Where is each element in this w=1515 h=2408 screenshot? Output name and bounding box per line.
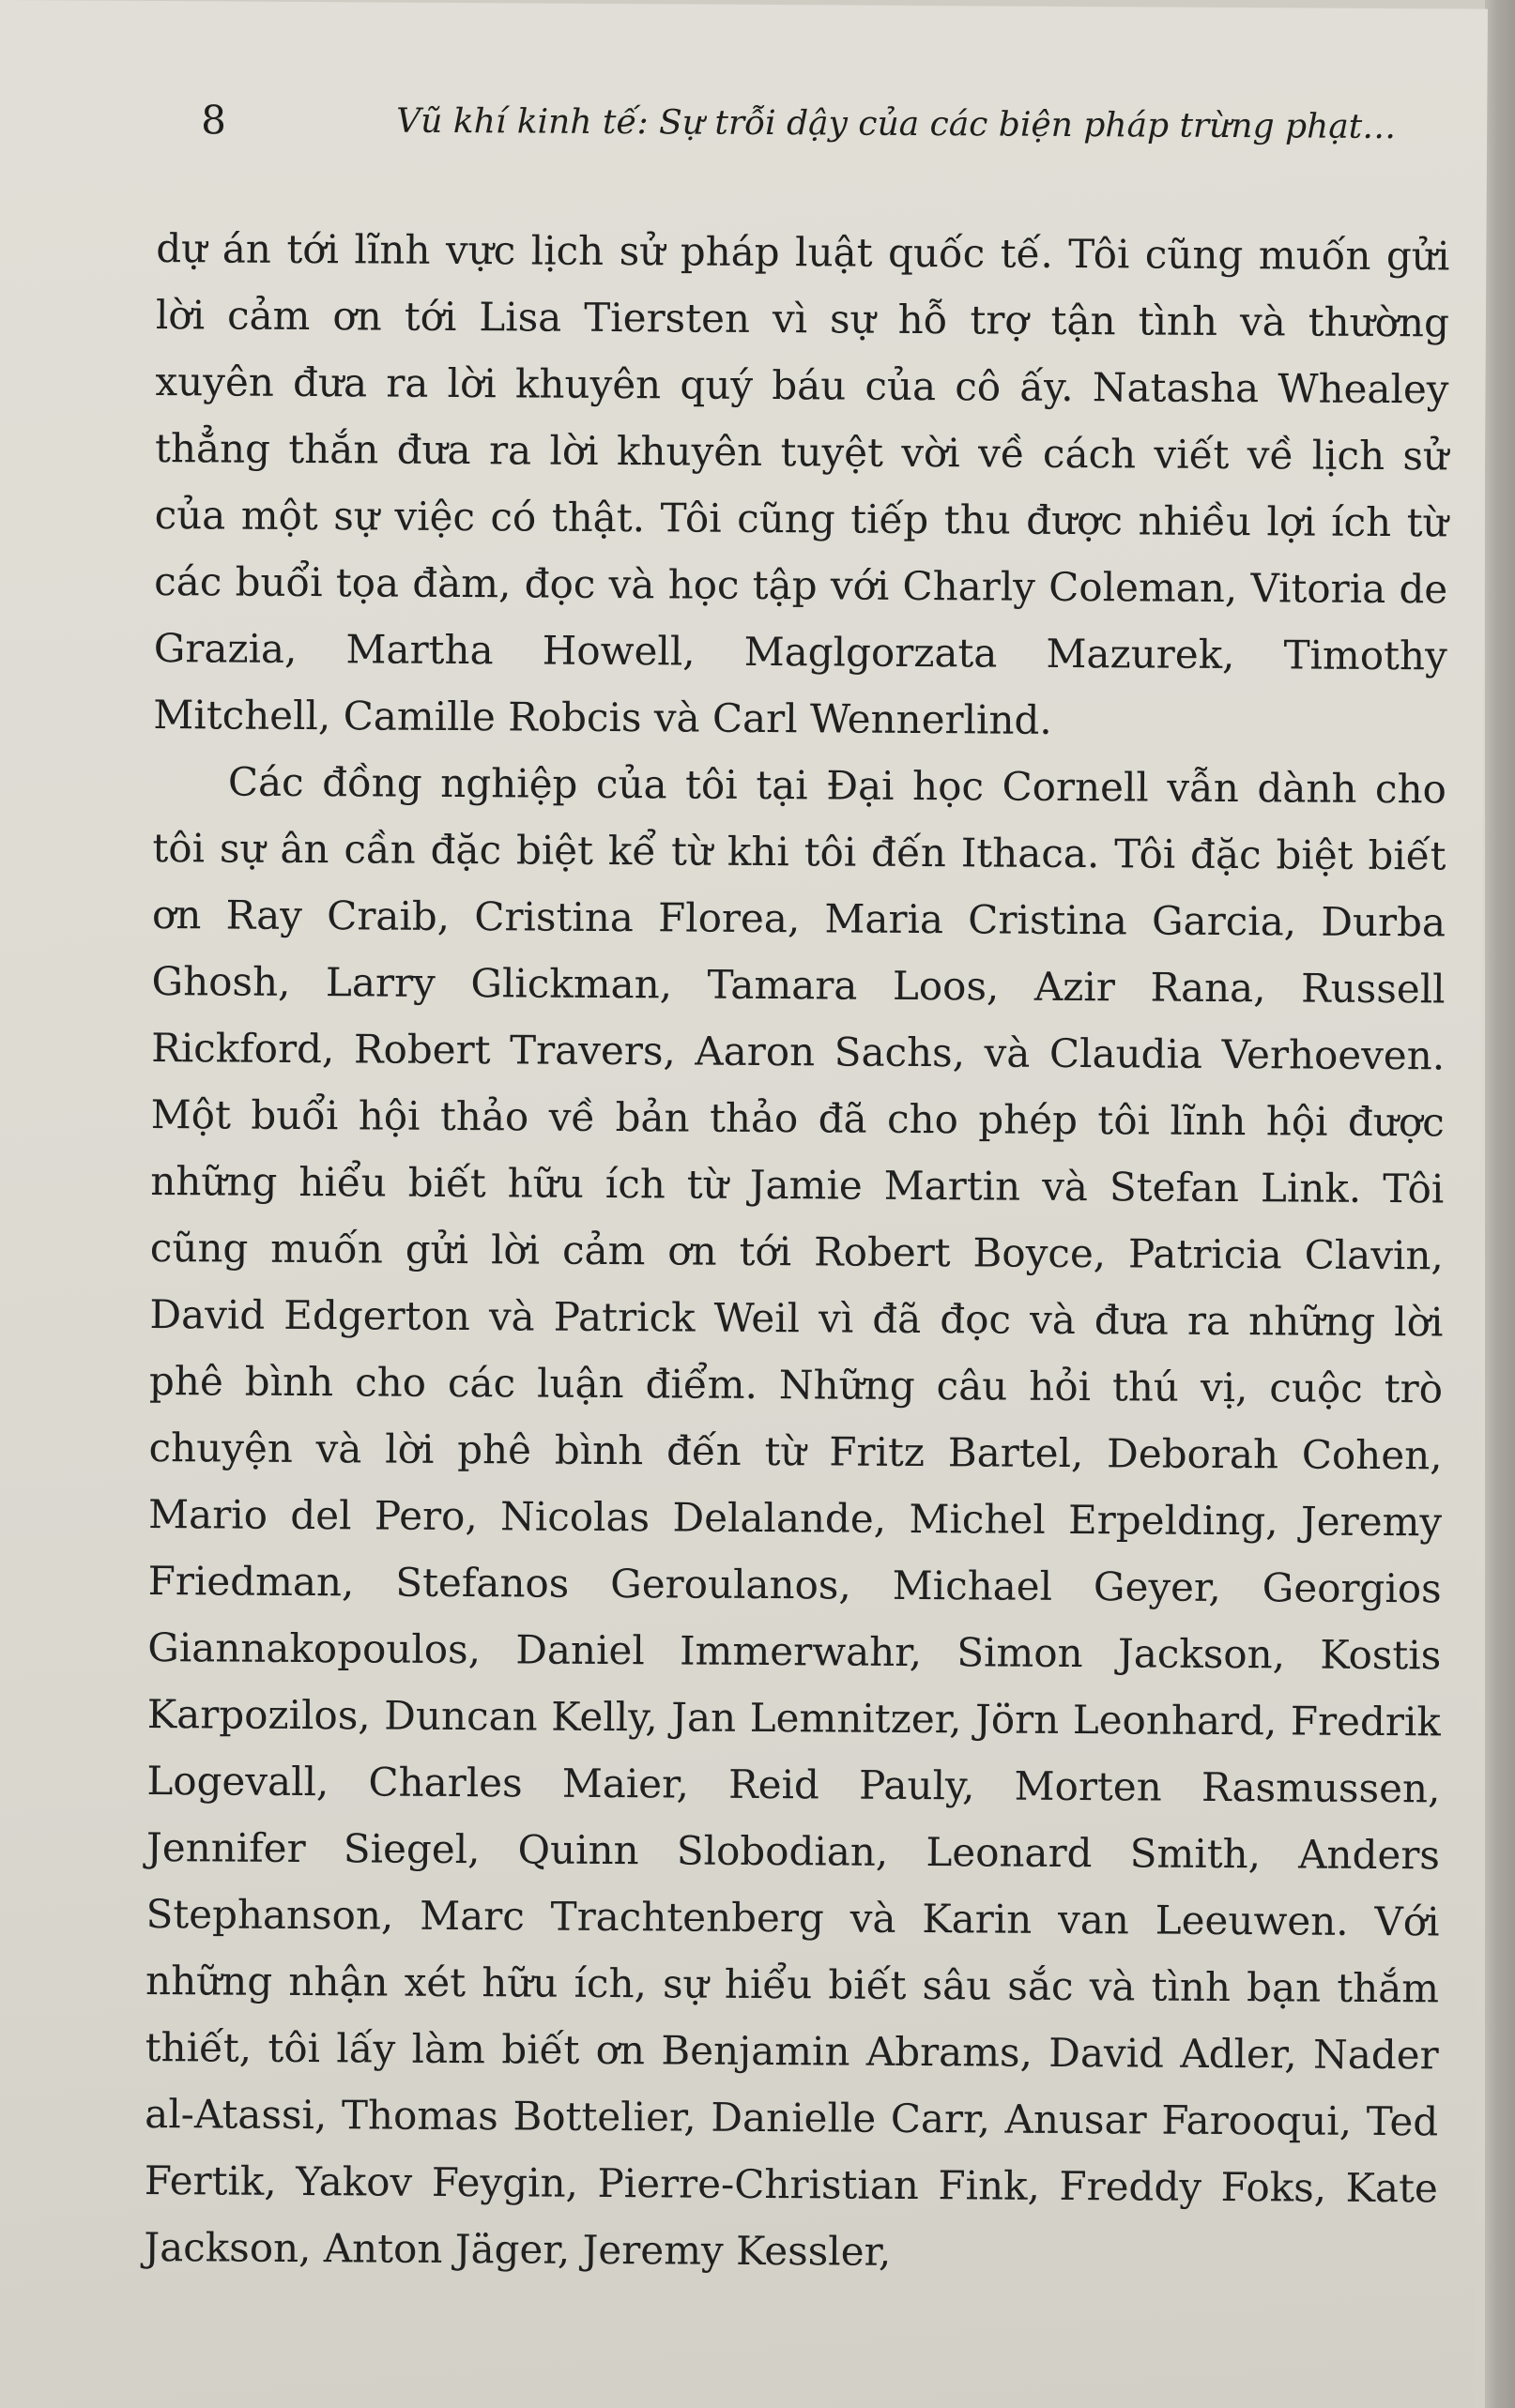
page-header	[201, 87, 1397, 160]
body-text	[144, 215, 1449, 2288]
running-title: Vũ khí kinh tế: Sự trỗi dậy của các biện pháp trừng phạt…	[396, 101, 1397, 147]
paragraph-acknowledgements: Các đồng nghiệp của tôi tại Đại học Cornell vẫn dành cho tôi sự ân cần đặc biệt kể từ khi tôi đến Ithaca. Tôi đặc biệt biết ơn Ray Craib, Cristina Florea, Maria Cristina Garcia, Durba Ghosh, Larry Glickman, Tamara Loos, Azir Rana, Russell Rickford, Robert Travers, Aaron Sachs, và Claudia Verhoeven. Một buổi hội thảo về bản thảo đã cho phép tôi lĩnh hội được những hiểu biết hữu ích từ Jamie Martin và Stefan Link. Tôi cũng muốn gửi lời cảm ơn tới Robert Boyce, Patricia Clavin, David Edgerton và Patrick Weil vì đã đọc và đưa ra những lời phê bình cho các luận điểm. Những câu hỏi thú vị, cuộc trò chuyện và lời phê bình đến từ Fritz Bartel, Deborah Cohen, Mario del Pero, Nicolas Delalande, Michel Erpelding, Jeremy Friedman, Stefanos Geroulanos, Michael Geyer, Georgios Giannakopoulos, Daniel Immerwahr, Simon Jackson, Kostis Karpozilos, Duncan Kelly, Jan Lemnitzer, Jörn Leonhard, Fredrik Logevall, Charles Maier, Reid Pauly, Morten Rasmussen, Jennifer Siegel, Quinn Slobodian, Leonard Smith, Anders Stephanson, Marc Trachtenberg và Karin van Leeuwen. Với những nhận xét hữu ích, sự hiểu biết sâu sắc và tình bạn thắm thiết, tôi lấy làm biết ơn Benjamin Abrams, David Adler, Nader al-Atassi, Thomas Bottelier, Danielle Carr, Anusar Farooqui, Ted Fertik, Yakov Feygin, Pierre-Christian Fink, Freddy Foks, Kate Jackson, Anton Jäger, Jeremy Kessler,	[144, 758, 1447, 2275]
paragraph-continuation: dự án tới lĩnh vực lịch sử pháp luật quốc tế. Tôi cũng muốn gửi lời cảm ơn tới Lisa Tiersten vì sự hỗ trợ tận tình và thường xuyên đưa ra lời khuyên quý báu của cô ấy. Natasha Whealey thẳng thắn đưa ra lời khuyên tuyệt vời về cách viết về lịch sử của một sự việc có thật. Tôi cũng tiếp thu được nhiều lợi ích từ các buổi tọa đàm, đọc và học tập với Charly Coleman, Vitoria de Grazia, Martha Howell, Maglgorzata Mazurek, Timothy Mitchell, Camille Robcis và Carl Wennerlind.	[153, 225, 1450, 743]
book-page-edge	[1485, 0, 1515, 2408]
page-number: 8	[201, 97, 227, 144]
